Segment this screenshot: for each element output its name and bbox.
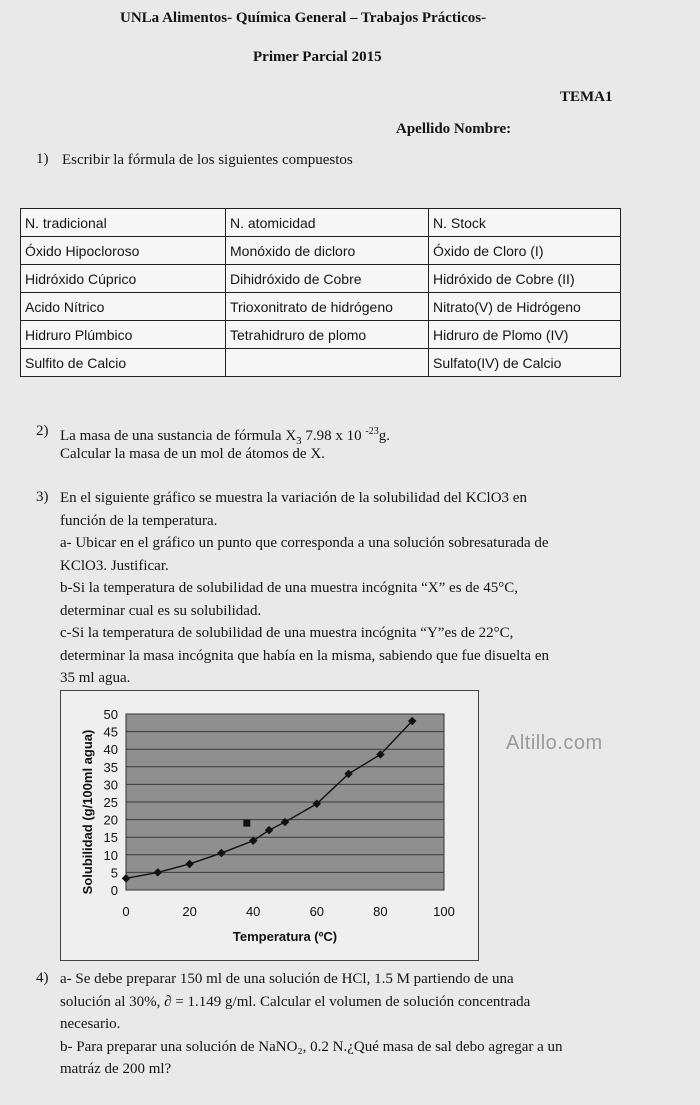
y-tick-label: 45 xyxy=(103,724,118,740)
q2-text-mid: 7.98 x 10 xyxy=(301,428,366,444)
y-tick-label: 35 xyxy=(103,759,118,775)
tema-label: TEMA1 xyxy=(560,89,613,105)
q3-line: b-Si la temperatura de solubilidad de una muestra incógnita “X” es de 45°C, xyxy=(60,580,518,596)
q2-subscript: 3 xyxy=(296,435,302,447)
q2-exponent: -23 xyxy=(365,426,379,437)
y-tick-label: 0 xyxy=(110,883,118,898)
exam-title: Primer Parcial 2015 xyxy=(253,49,382,65)
table-cell: Acido Nítrico xyxy=(21,293,226,321)
table-cell: Monóxido de dicloro xyxy=(226,237,429,265)
q3-line: función de la temperatura. xyxy=(60,512,218,529)
q3-number: 3) xyxy=(36,489,49,505)
y-tick-label: 5 xyxy=(110,865,118,881)
q1-number: 1) xyxy=(36,151,49,167)
table-cell: Tetrahidruro de plomo xyxy=(226,321,429,349)
watermark: Altillo.com xyxy=(506,732,603,754)
table-row xyxy=(21,237,621,265)
y-axis-label: Solubilidad (g/100ml agua) xyxy=(80,729,95,895)
q4-line: necesario. xyxy=(60,1016,121,1032)
table-header-cell: N. tradicional xyxy=(21,209,226,237)
q2-number: 2) xyxy=(36,423,49,439)
solubility-chart xyxy=(61,691,478,960)
x-tick-label: 40 xyxy=(245,904,261,919)
table-cell: Hidróxido de Cobre (II) xyxy=(429,265,621,293)
table-row xyxy=(21,209,621,237)
table-row xyxy=(21,293,621,321)
y-tick-label: 30 xyxy=(103,777,118,793)
q4-line: matráz de 200 ml? xyxy=(60,1061,172,1077)
table-cell: Nitrato(V) de Hidrógeno xyxy=(429,293,621,321)
table-cell: Óxido de Cloro (I) xyxy=(429,237,621,265)
course-title: UNLa Alimentos- Química General – Trabajos Prácticos- xyxy=(120,10,487,26)
table-cell xyxy=(226,349,429,377)
q4-line: b- Para preparar una solución de NaNO₂, 0.2 N.¿Qué masa de sal debo agregar a un xyxy=(60,1038,563,1055)
y-tick-label: 50 xyxy=(103,707,118,722)
y-tick-label: 25 xyxy=(103,795,118,810)
x-tick-label: 80 xyxy=(373,904,388,919)
q4-line: a- Se debe preparar 150 ml de una solución de HCl, 1.5 M partiendo de una xyxy=(60,971,514,987)
x-tick-label: 60 xyxy=(309,904,325,919)
table-cell: Óxido Hipocloroso xyxy=(21,237,226,265)
apellido-label: Apellido Nombre: xyxy=(396,121,512,137)
compounds-table xyxy=(20,208,621,377)
table-row xyxy=(21,349,621,377)
q4-line: solución al 30%, ∂ = 1.149 g/ml. Calcular el volumen de solución concentrada xyxy=(60,993,531,1010)
q4-number: 4) xyxy=(36,970,49,986)
table-row xyxy=(21,321,621,349)
x-tick-label: 20 xyxy=(182,904,197,919)
table-cell: Sulfito de Calcio xyxy=(21,349,226,377)
q3-line: KClO3. Justificar. xyxy=(60,557,169,574)
table-header-cell: N. atomicidad xyxy=(226,209,429,237)
extra-data-point xyxy=(243,820,250,827)
q3-line: 35 ml agua. xyxy=(60,670,131,686)
table-cell: Hidruro de Plomo (IV) xyxy=(429,321,621,349)
q3-line: determinar la masa incógnita que había en la misma, sabiendo que fue disuelta en xyxy=(60,647,549,664)
q3-line: a- Ubicar en el gráfico un punto que corresponda a una solución sobresaturada de xyxy=(60,535,549,551)
q3-line: determinar cual es su solubilidad. xyxy=(60,602,262,619)
q3-line: c-Si la temperatura de solubilidad de una muestra incógnita “Y”es de 22°C, xyxy=(60,625,514,641)
x-axis-label: Temperatura (ºC) xyxy=(232,929,338,944)
q3-line: En el siguiente gráfico se muestra la variación de la solubilidad del KClO3 en xyxy=(60,490,527,506)
x-tick-label: 0 xyxy=(122,904,130,919)
table-cell: Sulfato(IV) de Calcio xyxy=(429,349,621,377)
table-cell: Hidróxido Cúprico xyxy=(21,265,226,293)
table-header-cell: N. Stock xyxy=(429,209,621,237)
q2-line2: Calcular la masa de un mol de átomos de X. xyxy=(60,446,325,462)
x-tick-label: 100 xyxy=(433,904,455,919)
q1-text: Escribir la fórmula de los siguientes compuestos xyxy=(62,152,353,168)
table-cell: Trioxonitrato de hidrógeno xyxy=(226,293,429,321)
q3-text xyxy=(60,487,549,690)
solubility-chart-frame xyxy=(60,690,479,961)
q2-unit: g. xyxy=(378,428,391,444)
table-cell: Dihidróxido de Cobre xyxy=(226,265,429,293)
table-row xyxy=(21,265,621,293)
q4-text xyxy=(60,968,563,1081)
table-cell: Hidruro Plúmbico xyxy=(21,321,226,349)
y-tick-label: 10 xyxy=(103,847,118,863)
y-tick-label: 40 xyxy=(103,742,118,758)
y-tick-label: 15 xyxy=(103,830,118,846)
q2-text: La masa de una sustancia de fórmula X xyxy=(60,428,297,444)
y-tick-label: 20 xyxy=(103,812,118,828)
